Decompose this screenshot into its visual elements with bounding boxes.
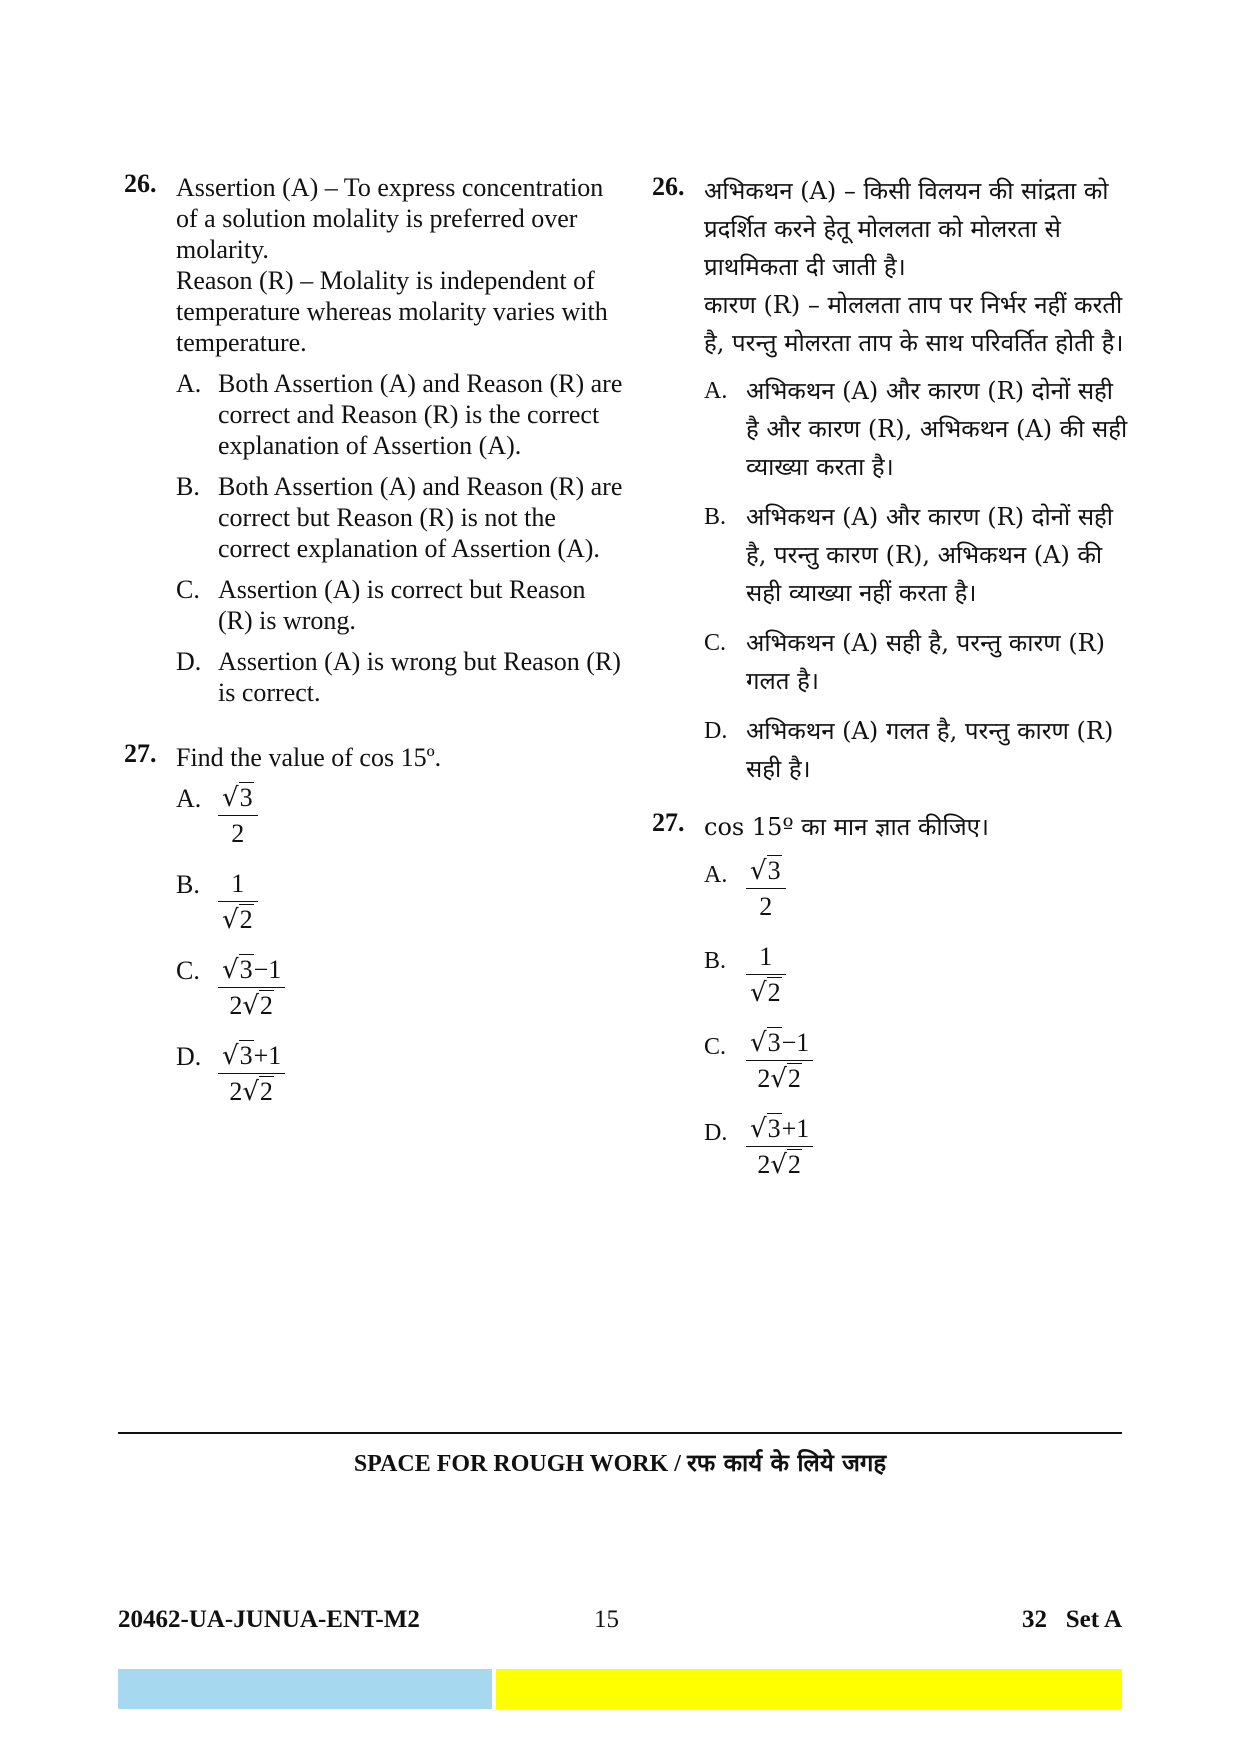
options-list bbox=[704, 372, 1132, 788]
rough-work-english: SPACE FOR ROUGH WORK / bbox=[353, 1451, 681, 1477]
option-a bbox=[704, 856, 1132, 926]
option-a bbox=[704, 372, 1132, 486]
fraction: $\frac{√3-1}{2√2}$ bbox=[746, 1028, 813, 1094]
option-c bbox=[704, 624, 1132, 700]
question-number: 26. bbox=[652, 172, 685, 201]
square-root: √2 bbox=[242, 1077, 273, 1107]
page-number: 15 bbox=[594, 1606, 619, 1633]
option-c bbox=[176, 955, 624, 1025]
english-column bbox=[124, 169, 624, 1131]
option-c bbox=[176, 574, 624, 636]
square-root: √2 bbox=[242, 991, 273, 1021]
option-d bbox=[176, 646, 624, 708]
color-band-yellow bbox=[496, 1669, 1122, 1709]
paper-code: 20462-UA-JUNUA-ENT-M2 bbox=[118, 1606, 420, 1633]
square-root: √2 bbox=[222, 905, 253, 935]
option-text: Both Assertion (A) and Reason (R) are correct and Reason (R) is the correct explanation of Assertion (A). bbox=[218, 369, 623, 460]
option-text: अभिकथन (A) और कारण (R) दोनों सही है, परन्तु कारण (R), अभिकथन (A) की सही व्याख्या नहीं करता है। bbox=[746, 503, 1114, 607]
option-letter: A. bbox=[704, 378, 728, 404]
fraction: $\frac{√3}{2}$ bbox=[746, 856, 786, 922]
option-letter: B. bbox=[176, 870, 200, 899]
square-root: √3 bbox=[750, 1028, 781, 1058]
fraction: $\frac{√3-1}{2√2}$ bbox=[218, 955, 285, 1021]
option-c bbox=[704, 1028, 1132, 1098]
option-letter: D. bbox=[704, 718, 728, 744]
option-letter: D. bbox=[176, 647, 202, 676]
assertion-text: अभिकथन (A) – किसी विलयन की सांद्रता को प्रदर्शित करने हेतू मोललता को मोलरता से प्राथमिकता दी जाती है। bbox=[704, 177, 1109, 281]
question-26-hindi bbox=[652, 172, 1132, 788]
option-b bbox=[176, 471, 624, 564]
reason-text: कारण (R) – मोललता ताप पर निर्भर नहीं करती है, परन्तु मोलरता ताप के साथ परिवर्तित होती है। bbox=[704, 291, 1124, 357]
options-list bbox=[704, 856, 1132, 1184]
fraction: $\frac{√3}{2}$ bbox=[218, 783, 258, 849]
color-band-blue bbox=[118, 1669, 492, 1709]
rough-work-label bbox=[118, 1446, 1122, 1479]
option-a bbox=[176, 783, 624, 853]
option-a bbox=[176, 368, 624, 461]
option-b bbox=[704, 498, 1132, 612]
question-27-english bbox=[124, 739, 624, 1111]
option-text: Both Assertion (A) and Reason (R) are correct but Reason (R) is not the correct explanation of Assertion (A). bbox=[218, 472, 623, 563]
question-number: 27. bbox=[124, 739, 157, 768]
option-text: Assertion (A) is correct but Reason (R) is wrong. bbox=[218, 575, 586, 635]
option-b bbox=[176, 869, 624, 939]
divider-line bbox=[118, 1432, 1122, 1434]
option-text: अभिकथन (A) सही है, परन्तु कारण (R) गलत है। bbox=[746, 629, 1106, 695]
option-d bbox=[704, 712, 1132, 788]
square-root: √3 bbox=[222, 783, 253, 813]
square-root: √3 bbox=[750, 1114, 781, 1144]
option-letter: B. bbox=[704, 504, 727, 530]
option-letter: C. bbox=[176, 956, 200, 985]
option-letter: D. bbox=[704, 1120, 728, 1146]
reason-text: Reason (R) – Molality is independent of temperature whereas molarity varies with temperature. bbox=[176, 266, 608, 357]
rough-work-hindi: रफ कार्य के लिये जगह bbox=[686, 1448, 887, 1477]
option-letter: B. bbox=[704, 948, 727, 974]
square-root: √3 bbox=[222, 955, 253, 985]
option-letter: C. bbox=[704, 630, 727, 656]
option-letter: A. bbox=[704, 862, 728, 888]
option-text: अभिकथन (A) गलत है, परन्तु कारण (R) सही है। bbox=[746, 717, 1114, 783]
question-number: 27. bbox=[652, 808, 685, 837]
option-text: अभिकथन (A) और कारण (R) दोनों सही है और कारण (R), अभिकथन (A) की सही व्याख्या करता है। bbox=[746, 377, 1128, 481]
square-root: √3 bbox=[222, 1041, 253, 1071]
option-b bbox=[704, 942, 1132, 1012]
options-list bbox=[176, 368, 624, 708]
fraction: $\frac{1}{√2}$ bbox=[746, 942, 786, 1008]
square-root: √3 bbox=[750, 856, 781, 886]
option-letter: B. bbox=[176, 472, 200, 501]
option-letter: A. bbox=[176, 784, 202, 813]
options-list bbox=[176, 783, 624, 1111]
option-d bbox=[704, 1114, 1132, 1184]
question-text: Find the value of cos 15º. bbox=[176, 743, 442, 772]
option-letter: C. bbox=[176, 575, 200, 604]
square-root: √2 bbox=[770, 1150, 801, 1180]
question-number: 26. bbox=[124, 169, 157, 198]
fraction: $\frac{1}{√2}$ bbox=[218, 869, 258, 935]
fraction: $\frac{√3+1}{2√2}$ bbox=[218, 1041, 285, 1107]
square-root: √2 bbox=[750, 978, 781, 1008]
square-root: √2 bbox=[770, 1064, 801, 1094]
assertion-text: Assertion (A) – To express concentration of a solution molality is preferred over molarity. bbox=[176, 173, 604, 264]
question-text: cos 15º का मान ज्ञात कीजिए। bbox=[704, 813, 990, 841]
set-label: 32 Set A bbox=[1022, 1606, 1122, 1633]
question-26-english bbox=[124, 169, 624, 708]
fraction: $\frac{√3+1}{2√2}$ bbox=[746, 1114, 813, 1180]
question-27-hindi bbox=[652, 808, 1132, 1184]
option-letter: C. bbox=[704, 1034, 727, 1060]
option-d bbox=[176, 1041, 624, 1111]
option-letter: A. bbox=[176, 369, 202, 398]
option-letter: D. bbox=[176, 1042, 202, 1071]
option-text: Assertion (A) is wrong but Reason (R) is correct. bbox=[218, 647, 621, 707]
hindi-column bbox=[652, 172, 1132, 1204]
